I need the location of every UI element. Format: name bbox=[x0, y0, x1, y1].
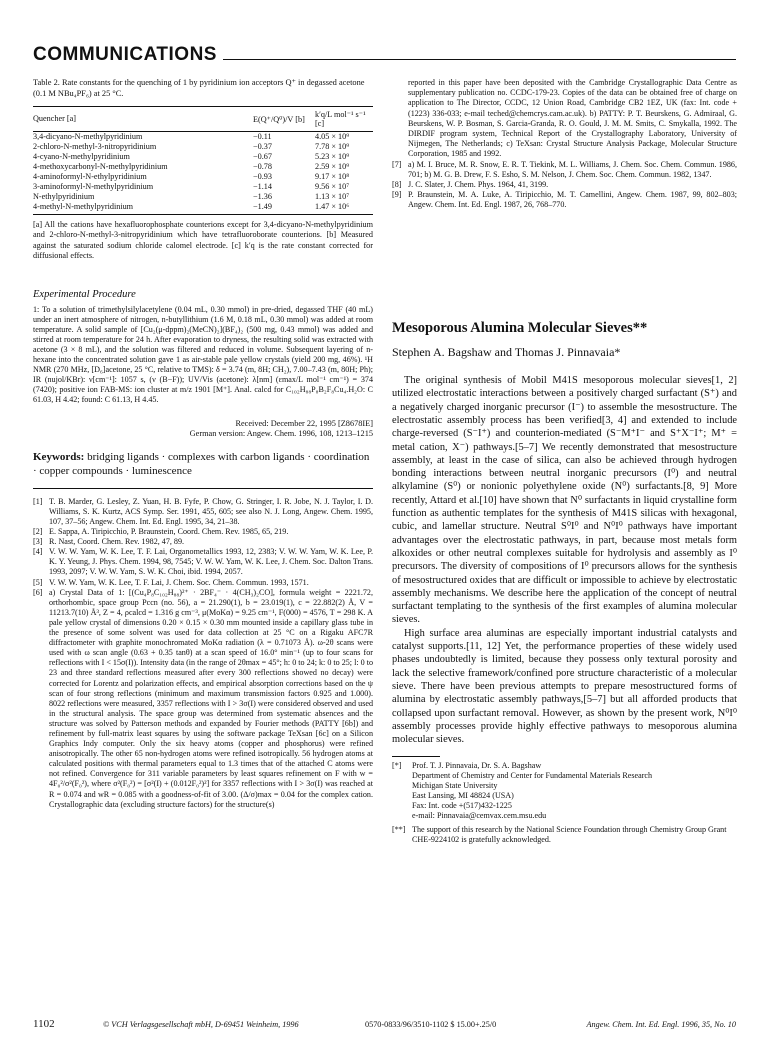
footnote-mark: [**] bbox=[392, 825, 406, 835]
table-row bbox=[33, 162, 373, 172]
footnote-line: Prof. T. J. Pinnavaia, Dr. S. A. Bagshaw bbox=[412, 761, 542, 771]
table-row bbox=[33, 202, 373, 215]
header-rule bbox=[223, 59, 736, 60]
footnote-mark: [*] bbox=[392, 761, 402, 771]
reference-item bbox=[33, 547, 373, 577]
footnote bbox=[392, 761, 737, 821]
german-version: German version: Angew. Chem. 1996, 108, 1213–1215 bbox=[189, 429, 373, 439]
table-cell: −0.93 bbox=[253, 172, 272, 182]
table-row bbox=[33, 152, 373, 162]
reference-item bbox=[33, 588, 373, 810]
reference-text: V. W. W. Yam, W. K. Lee, T. F. Lai, J. Chem. Soc. Chem. Commun. 1993, 1571. bbox=[49, 577, 309, 587]
footnote-line: Department of Chemistry and Center for Fundamental Materials Research bbox=[412, 771, 653, 781]
footnote-line: Fax: Int. code +(517)432-1225 bbox=[412, 801, 512, 811]
reference-text: E. Sappa, A. Tiripicchio, P. Braunstein, Coord. Chem. Rev. 1985, 65, 219. bbox=[49, 527, 289, 537]
table-caption: Table 2. Rate constants for the quenching of 1 by pyridinium ion acceptors Q⁺ in degassed acetone (0.1 M NBu₄PF₆) at 25 °C. bbox=[33, 78, 365, 98]
table-footnote: [a] All the cations have hexafluorophosphate counterions except for 3,4-dicyano-N-methylpyridinium and 2-chloro-N-methyl-3-nitropyridinium which have tetrafluoroborate counterions. [b] Measured against the saturated sodium chloride calomel electrode. [c] k′q is the rate constant corrected for diffusional effects. bbox=[33, 220, 373, 260]
left-column bbox=[33, 78, 373, 810]
reference-text: a) M. I. Bruce, M. R. Snow, E. R. T. Tiekink, M. L. Williams, J. Chem. Soc. Chem. Commun. 1986, 701; b) M. G. B. Drew, F. S. Esho, S. M. Nelson, J. Chem. Soc. Chem. Commun. 1982, 1347. bbox=[408, 159, 737, 179]
table-cell: 9.17 × 10⁸ bbox=[315, 172, 350, 182]
divider bbox=[33, 488, 373, 489]
journal-citation: Angew. Chem. Int. Ed. Engl. 1996, 35, No. 10 bbox=[586, 1020, 736, 1029]
article-body bbox=[392, 374, 737, 746]
table-cell: 1.47 × 10⁶ bbox=[315, 202, 373, 215]
keywords bbox=[33, 450, 373, 478]
table-cell: −0.67 bbox=[253, 152, 272, 162]
received-date: Received: December 22, 1995 [Z8678IE] bbox=[235, 419, 373, 428]
reference-number: [5] bbox=[33, 577, 43, 587]
paragraph: The original synthesis of Mobil M41S mesoporous molecular sieves[1, 2] utilized electrostatic interactions between a positively charged surfactant (S⁺) and a negatively charged inorganic precursor (I⁻) to assemble the mesostructure. The electrostatic assembly process has been verified[3, 4] and extended to include charge-reversed (S⁻I⁺) and counterion-mediated (S⁻M⁺I⁻ and S⁺X⁻I⁺; M⁺ = metal cation, X⁻) pathways.[5–7] We recently demonstrated that mesostructure assembly, at least in the case of silica, can also be achieved through hydrogen bonding interactions between neutral inorganic precursors (I⁰) and neutral alkylamine (S⁰) or nonionic polyethylene oxide (N⁰) surfactants.[8, 9] More recently, Attard et al.[10] have shown that N⁰ surfactants in liquid crystalline form function as authentic templates for the synthesis of M41S silicas with hexagonal, cubic, and lamellar structure. Neutral S⁰I⁰ and N⁰I⁰ pathways have important advantages over the electrostatic pathways, in part, because most metals form alkoxides or other neutral complexes suitable for hydrolysis and assembly as I⁰ precursors. The diversity of compositions of I⁰ precursors allows for the synthesis of mesostructured oxides that are difficult or impossible to achieve by electrostatic assembly mechanisms. We describe here the application of the concept of neutral surfactant templating to the synthesis of the first examples of alumina molecular sieves. bbox=[392, 375, 737, 626]
footnote-text bbox=[412, 825, 737, 845]
article-code: 0570-0833/96/3510-1102 $ 15.00+.25/0 bbox=[365, 1020, 497, 1029]
column-header: E(Q⁺/Q⁰)/V [b] bbox=[253, 107, 315, 132]
table-cell: 3-aminoformyl-N-methylpyridinium bbox=[33, 182, 154, 192]
table-header-row bbox=[33, 107, 373, 132]
reference-item bbox=[33, 497, 373, 527]
reference-number: [4] bbox=[33, 547, 43, 557]
column-header: Quencher [a] bbox=[33, 107, 253, 132]
table-row bbox=[33, 142, 373, 152]
table-cell: 4.05 × 10⁹ bbox=[315, 132, 350, 142]
table-cell: 4-methoxycarbonyl-N-methylpyridinium bbox=[33, 162, 168, 172]
table-cell: 3,4-dicyano-N-methylpyridinium bbox=[33, 132, 143, 142]
reference-number: [8] bbox=[392, 179, 402, 189]
table-cell: −1.14 bbox=[253, 182, 272, 192]
right-column bbox=[392, 78, 737, 845]
reference-list bbox=[33, 497, 373, 810]
reference-text: J. C. Slater, J. Chem. Phys. 1964, 41, 3199. bbox=[408, 179, 549, 189]
table-cell: −0.11 bbox=[253, 132, 272, 142]
experimental-heading: Experimental Procedure bbox=[33, 289, 136, 300]
table-cell: 7.78 × 10⁹ bbox=[315, 142, 350, 152]
footnote-line: The support of this research by the National Science Foundation through Chemistry Group Grant CHE-9224102 is gratefully acknowledged. bbox=[412, 825, 727, 845]
keywords-text: bridging ligands · complexes with carbon ligands · coordination · copper compounds · luminescence bbox=[33, 450, 370, 477]
table-cell: −0.37 bbox=[253, 142, 272, 152]
table-cell: 4-methyl-N-methylpyridinium bbox=[33, 202, 253, 215]
section-title: COMMUNICATIONS bbox=[33, 44, 217, 65]
article-authors: Stephen A. Bagshaw and Thomas J. Pinnavaia* bbox=[392, 345, 621, 360]
reference-list bbox=[392, 160, 737, 210]
page-number: 1102 bbox=[33, 1018, 55, 1030]
article-title: Mesoporous Alumina Molecular Sieves** bbox=[392, 320, 648, 337]
keywords-label: Keywords: bbox=[33, 450, 85, 463]
table-row bbox=[33, 182, 373, 192]
page-header bbox=[33, 44, 736, 66]
reference-text: T. B. Marder, G. Lesley, Z. Yuan, H. B. Fyfe, P. Chow, G. Stringer, I. R. Jobe, N. J. Taylor, I. D. Williams, S. K. Kurtz, ACS Symp. Ser. 1991, 455, 605; see also N. J. Long, Angew. Chem. 1995, 107, 37–56; Angew. Chem. Int. Ed. Engl. 1995, 34, 21–38. bbox=[49, 496, 373, 526]
table-cell: 4-cyano-N-methylpyridinium bbox=[33, 152, 130, 162]
table-cell: 2-chloro-N-methyl-3-nitropyridinium bbox=[33, 142, 157, 152]
reference-item bbox=[33, 537, 373, 547]
reference-continuation: reported in this paper have been deposited with the Cambridge Crystallographic Data Centre as supplementary publication no. CCDC-179-23. Copies of the data can be obtained free of charge on application to The Director, CCDC, 12 Union Road, Cambridge CB2 1EZ, UK (fax: Int. code + (1223) 336-033; e-mail teched@chemcrys.cam.ac.uk). b) PATTY: P. T. Beurskens, G. Admiraal, G. Beurskens, W. P. Bosman, S. Garcia-Granda, R. O. Gould, J. M. M. Smits, C. Smykalla, 1992. The DIRDIF program system, Technical Report of the Crystallography Laboratory, University of Nijmegen, The Netherlands; c) TeXsan: Crystal Structure Analysis Package, Molecular Structure Corporation, 1985 and 1992. bbox=[408, 78, 737, 159]
footnote bbox=[392, 825, 737, 845]
copyright: © VCH Verlagsgesellschaft mbH, D-69451 Weinheim, 1996 bbox=[103, 1020, 299, 1029]
table-body bbox=[33, 132, 373, 215]
reference-item bbox=[392, 180, 737, 190]
rate-constants-table bbox=[33, 106, 373, 215]
paragraph: High surface area aluminas are especially important industrial catalysts and catalyst supports.[11, 12] Yet, the performance properties of these widely used phases undoubtedly is limited, because they possess only textural porosity and lack the selective framework/confined pore structure characteristic of a molecular sieve. There have been previous attempts to prepare mesostructured forms of alumina by electrostatic assembly pathways,[5–7] but all afforded products that collapsed upon surfactant removal. However, as shown by the present work, N⁰I⁰ assembly processes provide highly effective pathways to mesoporous alumina molecular sieves. bbox=[392, 627, 737, 746]
table-cell: 9.56 × 10⁷ bbox=[315, 182, 350, 192]
reference-item bbox=[33, 578, 373, 588]
reference-number: [3] bbox=[33, 537, 43, 547]
table-row bbox=[33, 172, 373, 182]
table-cell: 4-aminoformyl-N-ethylpyridinium bbox=[33, 172, 147, 182]
column-header: k′q/L mol⁻¹ s⁻¹ [c] bbox=[315, 107, 373, 132]
reference-text: a) Crystal Data of 1: [(Cu₄P₈C₁₀₂H₈₈)²⁺ · 2BF₄⁻ · 4(CH₃)₂CO], formula weight = 2221.72, orthorhombic, space group Pccn (no. 56), a = 21.290(1), b = 23.019(1), c = 22.882(2) Å, V = 11213.7(10) Å³, Z = 4, ρcalcd = 1.316 g cm⁻³, μ(MoKα) = 9.25 cm⁻¹, F(000) = 4576, T = 298 K. A pale yellow crystal of dimensions 0.20 × 0.15 × 0.30 mm mounted inside a capillary glass tube in the presence of some solvent was used for data collection at 25 °C on a Rigaku AFC7R diffractometer with graphite monochromated MoKα radiation (λ = 0.71073 Å). ω-2θ scans were used with ω scan angle (0.63 + 0.35 tanθ) at a scan speed of 16.0° min⁻¹ (up to four scans for reflections with I < 15σ(I)). Intensity data (in the range of 2θmax = 45°; h: 0 to 24; k: 0 to 25; l: 0 to 23 and three standard reflections measured after every 300 reflections showed no decay) were corrected for Lorentz and polarization effects, and empirical absorption corrections based on the ψ scan of four strong reflections (minimum and maximum transmission factors 0.925 and 1.000). 8022 reflections were measured, 3357 reflections with I > 3σ(I) were considered observed and used in the structural analysis. The space group was determined from systematic absences and the structure was solved by Patterson methods and expanded by Fourier methods (PATTY [6b]) and refinement by full-matrix least squares by using the software package TeXsan [6c] on a Silicon Graphics Indy computer. Only the six heavy atoms (copper and phosphorus) were refined anisotropically. The other 65 non-hydrogen atoms were refined isotropically. 56 hydrogen atoms at calculated positions with thermal parameters equal to 1.3 times that of the attached C atoms were not refined. Convergence for 311 variable parameters by least squares refinement on F with w = 4F₀²/σ²(F₀²), where σ²(F₀²) = [σ²(I) + (0.012F₀²)²] for 3357 reflections with I > 3σ(I) was reached at R = 0.074 and wR = 0.085 with a goodness-of-fit of 3.00. (Δ/σ)max = 0.04 for the complex cation. Crystallographic data (excluding structure factors) for the structure(s) bbox=[49, 587, 373, 809]
table-row bbox=[33, 132, 373, 143]
footnote-text bbox=[412, 761, 652, 821]
footnote-line: e-mail: Pinnavaia@cemvax.cem.msu.edu bbox=[412, 811, 547, 821]
reference-number: [2] bbox=[33, 527, 43, 537]
reference-number: [7] bbox=[392, 159, 402, 169]
footnotes bbox=[392, 761, 737, 845]
received-line bbox=[33, 419, 373, 440]
table-cell: N-ethylpyridinium bbox=[33, 192, 95, 202]
reference-item bbox=[33, 527, 373, 537]
footnote-line: Michigan State University bbox=[412, 781, 498, 791]
table-row bbox=[33, 192, 373, 202]
table-cell: −1.49 bbox=[253, 202, 315, 215]
reference-item bbox=[392, 160, 737, 180]
reference-text: R. Nast, Coord. Chem. Rev. 1982, 47, 89. bbox=[49, 537, 185, 547]
table-cell: 1.13 × 10⁷ bbox=[315, 192, 350, 202]
reference-number: [9] bbox=[392, 189, 402, 199]
footnote-rule bbox=[392, 756, 440, 757]
table-cell: −0.78 bbox=[253, 162, 272, 172]
reference-item bbox=[392, 190, 737, 210]
reference-number: [1] bbox=[33, 496, 43, 506]
reference-number: [6] bbox=[33, 587, 43, 597]
reference-text: V. W. W. Yam, W. K. Lee, T. F. Lai, Organometallics 1993, 12, 2383; V. W. W. Yam, W. K. Lee, P. K. Y. Yeung, J. Phys. Chem. 1994, 98, 7545; V. W. W. Yam, W. K. Lee, J. Chem. Soc. Dalton Trans. 1993, 2097; V. W. W. Yam, S. W. K. Choi, ibid. 1994, 2057. bbox=[49, 547, 373, 577]
table-cell: 5.23 × 10⁹ bbox=[315, 152, 350, 162]
table-cell: 2.59 × 10⁹ bbox=[315, 162, 350, 172]
reference-text: P. Braunstein, M. A. Luke, A. Tiripicchio, M. T. Camellini, Angew. Chem. 1987, 99, 802–803; Angew. Chem. Int. Ed. Engl. 1987, 26, 768–770. bbox=[408, 189, 737, 209]
footnote-line: East Lansing, MI 48824 (USA) bbox=[412, 791, 514, 801]
experimental-text: 1: To a solution of trimethylsilylacetylene (0.04 mL, 0.30 mmol) in pre-dried, degassed THF (40 mL) under an inert atmosphere of nitrogen, n-butyllithium (1.6 M, 0.18 mL, 0.30 mmol) was added at room temperature. A solid sample of [Cu₂(μ-dppm)₂(MeCN)₂](BF₄)₂ (500 mg, 0.43 mmol) was added and stirred at room temperature for 24 h. After evaporation to dryness, the resulting solid was extracted with acetone (3 × 8 mL), and the solution was filtered and reduced in volume. Subsequent layering of n-hexane into the concentrated solution gave 1 as air-stable pale yellow crystals (yield 200 mg, 46%). ¹H NMR (270 MHz, [D₆]acetone, 25 °C, relative to TMS): δ = 3.74 (m, 8H; CH₂), 7.00–7.43 (m, 80H; Ph); IR (nujol/KBr): ν[cm⁻¹]: 1057 s, (ν (B−F)); UV/Vis (acetone): λ[nm] (εmax/L mol⁻¹ cm⁻¹) = 374 (7420); positive ion FAB-MS: ion cluster at m/z 1901 [M⁺]. Anal. calcd for C₁₀₂H₈₈P₈B₂F₈Cu₄.H₂O: C 61.03, H 4.42; found: C 61.13, H 4.45. bbox=[33, 305, 373, 404]
table-cell: −1.36 bbox=[253, 192, 272, 202]
